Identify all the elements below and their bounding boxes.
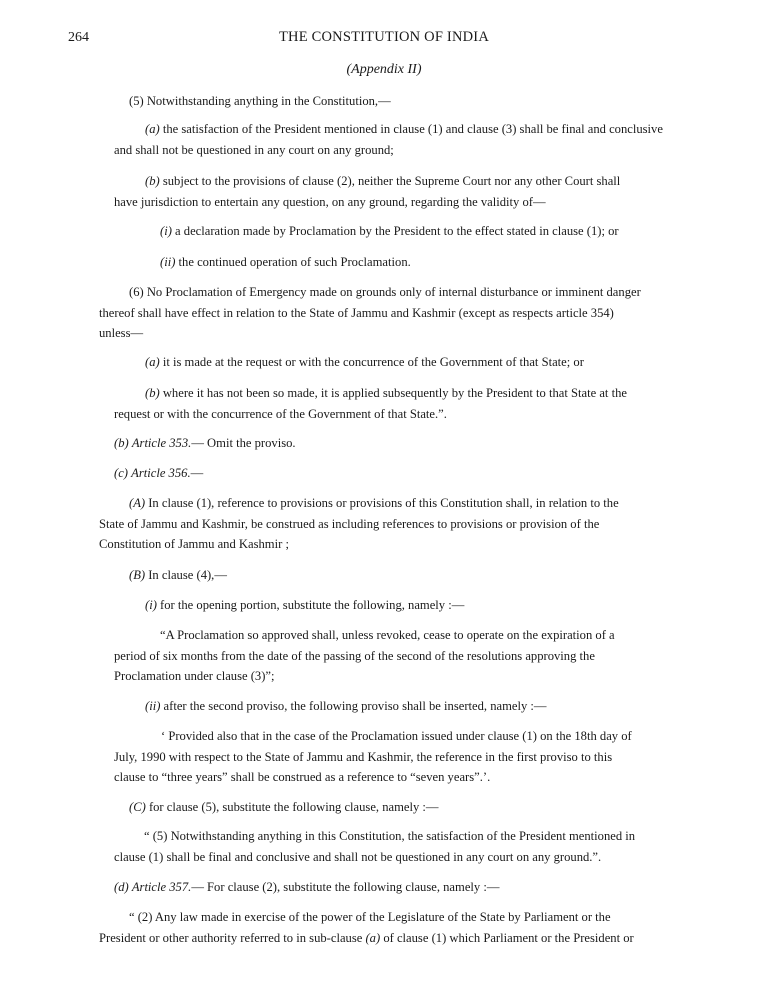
clause-6-line-1: (6) No Proclamation of Emergency made on grounds only of internal disturbance or imminent danger xyxy=(129,285,641,299)
quote-4-line-2 xyxy=(99,928,700,949)
sub-B-i xyxy=(145,595,464,616)
sub-A-text: In clause (1), reference to provisions or provisions of this Constitution shall, in relation to the xyxy=(145,496,619,510)
clause-6-line-2: thereof shall have effect in relation to the State of Jammu and Kashmir (except as respects article 354) xyxy=(99,306,614,320)
sub-B xyxy=(129,565,227,586)
sub-B-text: In clause (4),— xyxy=(145,568,227,582)
quote-2-line-3: clause to “three years” shall be construed as a reference to “seven years”.’. xyxy=(114,770,491,784)
clause-6-line-3: unless— xyxy=(99,326,144,340)
sub-C-label: (C) xyxy=(129,800,146,814)
quote-3-line-1: “ (5) Notwithstanding anything in this Constitution, the satisfaction of the President mentioned in xyxy=(144,829,636,843)
amendment-b xyxy=(114,433,296,454)
sub-B-ii-label: (ii) xyxy=(145,699,161,713)
quote-1-line-3: Proclamation under clause (3)”; xyxy=(114,669,275,683)
amendment-c-article: Article 356. xyxy=(131,466,191,480)
quote-4-line-1: “ (2) Any law made in exercise of the power of the Legislature of the State by Parliament or the xyxy=(129,910,611,924)
sub-A xyxy=(99,493,700,514)
quote-1-line-1: “A Proclamation so approved shall, unless revoked, cease to operate on the expiration of a xyxy=(160,628,615,642)
amendment-b-text: — Omit the proviso. xyxy=(191,436,296,450)
quote-4-line-2-subclause: (a) xyxy=(365,931,381,945)
clause-5b-i-label: (i) xyxy=(160,224,172,238)
clause-5a-label: (a) xyxy=(145,122,160,136)
amendment-b-article: Article 353. xyxy=(131,436,192,450)
clause-5a-continued: and shall not be questioned in any court on any ground; xyxy=(114,143,394,157)
clause-5b-ii xyxy=(160,252,411,273)
amendment-d-text: — For clause (2), substitute the following clause, namely :— xyxy=(191,880,500,894)
sub-B-ii xyxy=(145,696,547,717)
amendment-d-label: (d) xyxy=(114,880,129,894)
clause-5b-ii-label: (ii) xyxy=(160,255,176,269)
clause-5a xyxy=(99,119,700,140)
amendment-c-label: (c) xyxy=(114,466,128,480)
sub-C xyxy=(129,797,439,818)
clause-6a-label: (a) xyxy=(145,355,160,369)
clause-6b xyxy=(99,383,700,404)
clause-6b-text: where it has not been so made, it is applied subsequently by the President to that State at the xyxy=(159,386,627,400)
quote-2-line-1: ‘ Provided also that in the case of the Proclamation issued under clause (1) on the 18th day of xyxy=(161,729,632,743)
clause-5b-ii-text: the continued operation of such Proclamation. xyxy=(175,255,411,269)
clause-5b-label: (b) xyxy=(145,174,160,188)
quote-2-line-2: July, 1990 with respect to the State of Jammu and Kashmir, the reference in the first proviso to this xyxy=(114,750,613,764)
appendix-text: (Appendix II) xyxy=(346,62,422,77)
amendment-b-label: (b) xyxy=(114,436,129,450)
quote-4-line-2-part-1: President or other authority referred to in sub-clause xyxy=(99,931,366,945)
clause-5a-text: the satisfaction of the President mentioned in clause (1) and clause (3) shall be final and conclusive xyxy=(159,122,663,136)
quote-1-line-2: period of six months from the date of the passing of the second of the resolutions approving the xyxy=(114,649,595,663)
amendment-c xyxy=(114,463,203,484)
appendix-label xyxy=(0,59,768,80)
quote-4-line-2-part-2: of clause (1) which Parliament or the President or xyxy=(380,931,634,945)
clause-6b-continued: request or with the concurrence of the Government of that State.”. xyxy=(114,407,447,421)
sub-A-line-2: State of Jammu and Kashmir, be construed as including references to provisions or provision of the xyxy=(99,517,600,531)
clause-5-intro: (5) Notwithstanding anything in the Constitution,— xyxy=(129,94,391,108)
amendment-d-article: Article 357. xyxy=(131,880,192,894)
amendment-d xyxy=(114,877,499,898)
sub-B-i-text: for the opening portion, substitute the following, namely :— xyxy=(156,598,465,612)
sub-C-text: for clause (5), substitute the following clause, namely :— xyxy=(145,800,439,814)
clause-5b-i xyxy=(160,221,619,242)
page-number: 264 xyxy=(68,30,89,45)
running-title: THE CONSTITUTION OF INDIA xyxy=(279,29,489,45)
clause-5b xyxy=(99,171,700,192)
clause-5b-i-text: a declaration made by Proclamation by the President to the effect stated in clause (1); or xyxy=(171,224,619,238)
sub-A-line-3: Constitution of Jammu and Kashmir ; xyxy=(99,537,289,551)
amendment-c-text: — xyxy=(190,466,204,480)
sub-A-label: (A) xyxy=(129,496,146,510)
clause-6a-text: it is made at the request or with the concurrence of the Government of that State; or xyxy=(159,355,584,369)
sub-B-label: (B) xyxy=(129,568,146,582)
sub-B-i-label: (i) xyxy=(145,598,157,612)
sub-B-ii-text: after the second proviso, the following proviso shall be inserted, namely :— xyxy=(160,699,547,713)
clause-6a xyxy=(145,352,584,373)
clause-5b-text: subject to the provisions of clause (2), neither the Supreme Court nor any other Court shall xyxy=(159,174,621,188)
quote-3-line-2: clause (1) shall be final and conclusive and shall not be questioned in any court on any ground.”. xyxy=(114,850,602,864)
clause-6b-label: (b) xyxy=(145,386,160,400)
clause-5b-continued: have jurisdiction to entertain any question, on any ground, regarding the validity of— xyxy=(114,195,546,209)
